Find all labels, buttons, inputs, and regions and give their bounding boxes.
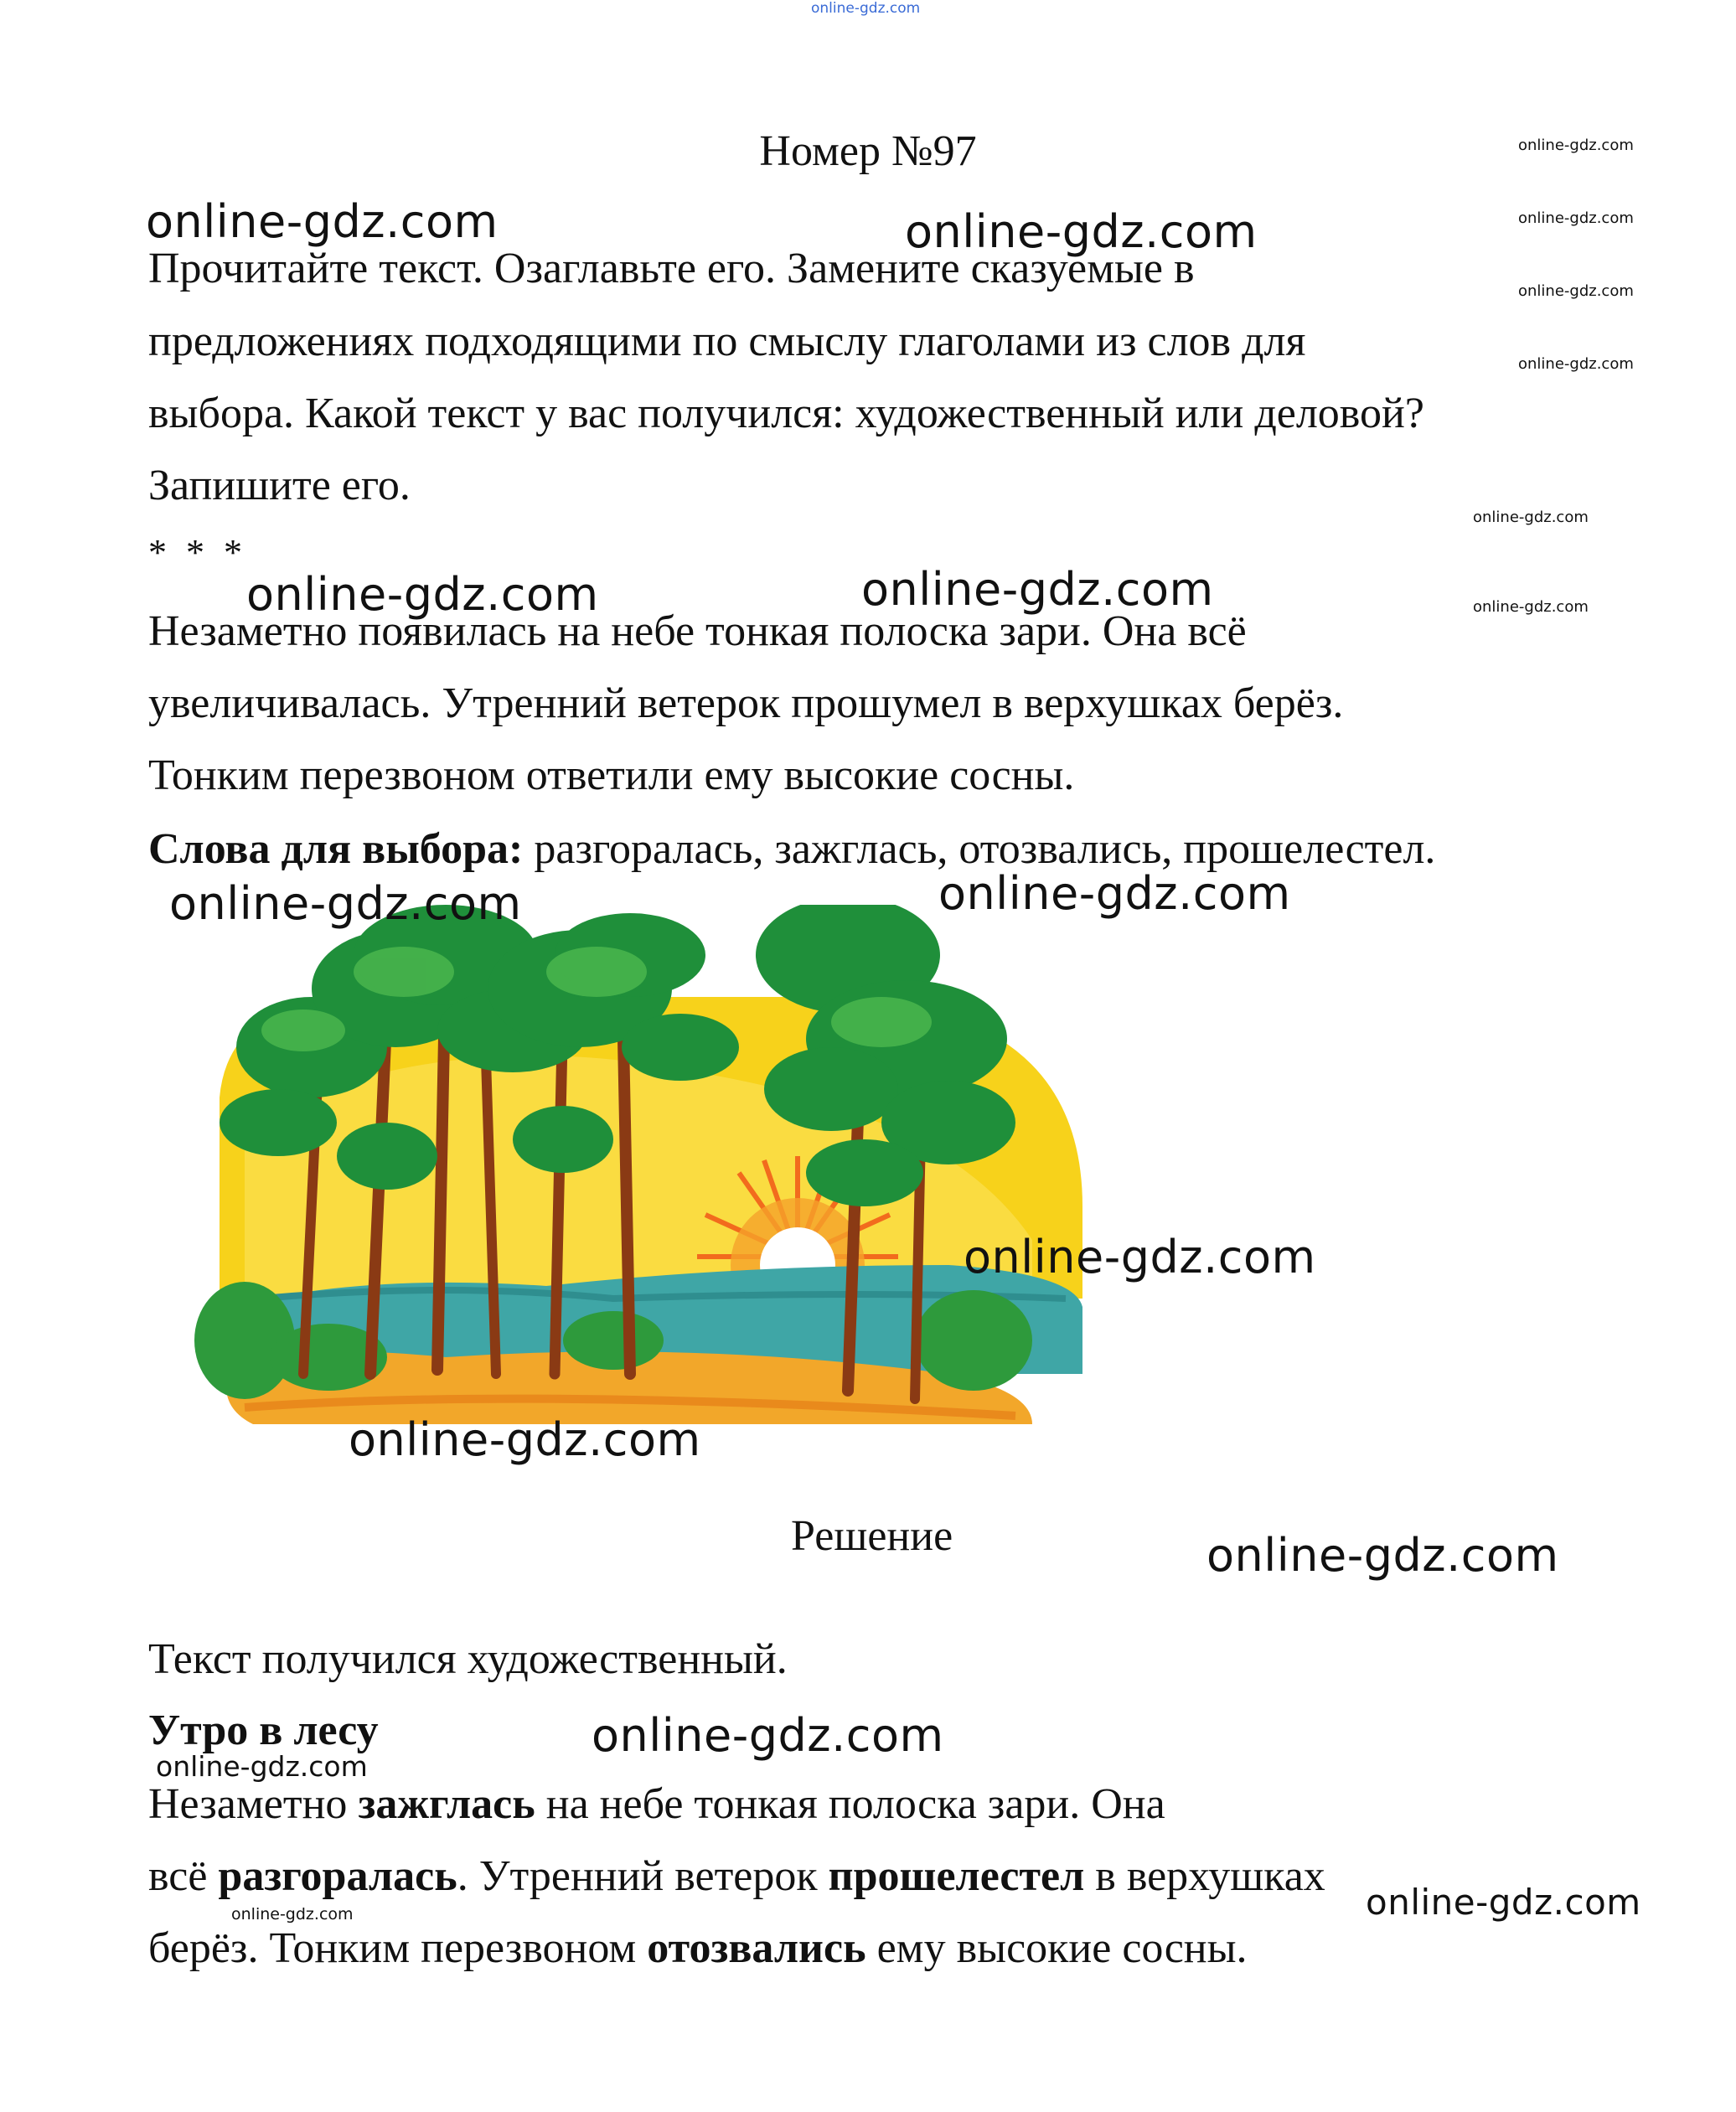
watermark: online-gdz.com: [861, 563, 1214, 616]
task-line-1: Прочитайте текст. Озаглавьте его. Замените сказуемые в: [148, 245, 1195, 292]
watermark: online-gdz.com: [1518, 209, 1634, 227]
page-title: Номер №97: [759, 127, 977, 175]
watermark: online-gdz.com: [1518, 355, 1634, 373]
passage-line-1: Незаметно появилась на небе тонкая полоска зари. Она всё: [148, 607, 1247, 655]
watermark: online-gdz.com: [1473, 509, 1589, 526]
words-label: Слова для выбора:: [148, 825, 524, 873]
watermark: online-gdz.com: [231, 1905, 354, 1924]
watermark: online-gdz.com: [938, 867, 1291, 920]
watermark: online-gdz.com: [964, 1231, 1316, 1283]
watermark: online-gdz.com: [1366, 1882, 1641, 1923]
watermark: online-gdz.com: [1473, 598, 1589, 616]
words-list: разгоралась, зажглась, отозвались, прошелестел.: [523, 825, 1436, 873]
task-line-3: выбора. Какой текст у вас получился: художественный или деловой?: [148, 390, 1424, 437]
separator: * * *: [148, 532, 247, 573]
watermark: online-gdz.com: [246, 568, 599, 621]
task-line-2: предложениях подходящими по смыслу глаголами из слов для: [148, 318, 1306, 365]
answer-text-line-3: берёз. Тонким перезвоном отозвались ему высокие сосны.: [148, 1924, 1248, 1972]
answer-line: Текст получился художественный.: [148, 1635, 788, 1683]
watermark: online-gdz.com: [146, 195, 499, 248]
watermark: online-gdz.com: [905, 205, 1258, 258]
solution-heading: Решение: [791, 1512, 953, 1560]
watermark: online-gdz.com: [156, 1750, 368, 1783]
passage-line-3: Тонким перезвоном ответили ему высокие сосны.: [148, 751, 1075, 799]
watermark: online-gdz.com: [169, 877, 522, 930]
top-watermark: online-gdz.com: [811, 0, 921, 17]
answer-text-line-2: всё разгоралась. Утренний ветерок прошелестел в верхушках: [148, 1852, 1325, 1900]
watermark: online-gdz.com: [1518, 137, 1634, 154]
passage-line-2: увеличивалась. Утренний ветерок прошумел в верхушках берёз.: [148, 679, 1344, 727]
watermark: online-gdz.com: [1206, 1529, 1559, 1582]
answer-title: Утро в лесу: [148, 1707, 379, 1754]
words-for-choice: [148, 825, 1436, 873]
answer-text-line-1: Незаметно зажглась на небе тонкая полоска зари. Она: [148, 1780, 1165, 1828]
forest-sunrise-illustration: [194, 905, 1099, 1441]
watermark: online-gdz.com: [349, 1413, 701, 1466]
task-line-4: Запишите его.: [148, 462, 411, 509]
watermark: online-gdz.com: [592, 1709, 944, 1762]
watermark: online-gdz.com: [1518, 282, 1634, 300]
